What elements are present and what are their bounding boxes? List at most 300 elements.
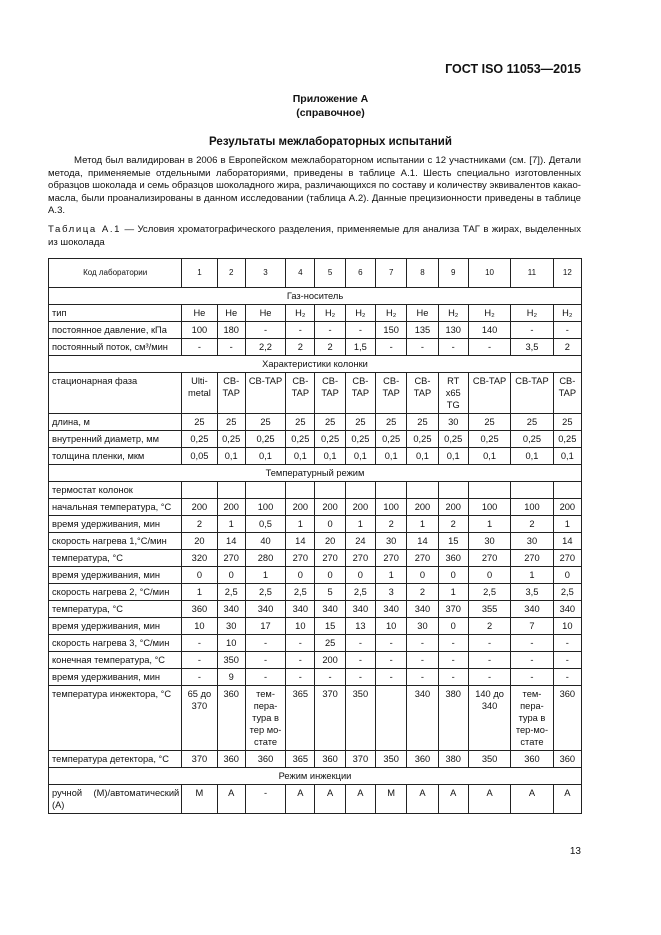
lab-code-cell: 9 <box>438 259 468 288</box>
value-cell: 270 <box>217 550 245 567</box>
value-cell <box>511 482 553 499</box>
annex-subtitle: (справочное) <box>296 107 365 119</box>
table-row <box>49 567 582 584</box>
value-cell: H₂ <box>438 305 468 322</box>
value-cell: 360 <box>245 751 285 768</box>
value-cell: - <box>438 635 468 652</box>
value-cell: 340 <box>407 601 438 618</box>
value-cell: 1 <box>511 567 553 584</box>
value-cell: 25 <box>315 635 345 652</box>
value-cell: 40 <box>245 533 285 550</box>
value-cell: 30 <box>217 618 245 635</box>
value-cell: 135 <box>407 322 438 339</box>
value-cell: 25 <box>217 414 245 431</box>
value-cell: 2,2 <box>245 339 285 356</box>
value-cell: - <box>407 339 438 356</box>
value-cell: M <box>182 785 217 814</box>
value-cell: 2 <box>376 516 407 533</box>
value-cell: - <box>182 635 217 652</box>
value-cell: 0,25 <box>511 431 553 448</box>
value-cell: 270 <box>315 550 345 567</box>
row-label-cell: ручной (М)/автоматический (А) <box>49 785 182 814</box>
value-cell: - <box>245 652 285 669</box>
table-row <box>49 499 582 516</box>
value-cell: 2,5 <box>468 584 510 601</box>
value-cell: - <box>286 322 315 339</box>
value-cell: - <box>511 652 553 669</box>
section-title-cell: Газ-носитель <box>49 288 582 305</box>
value-cell: 270 <box>407 550 438 567</box>
value-cell: 365 <box>286 751 315 768</box>
value-cell: 0,1 <box>345 448 375 465</box>
value-cell: H₂ <box>511 305 553 322</box>
value-cell: 0,25 <box>438 431 468 448</box>
value-cell: - <box>245 635 285 652</box>
value-cell: A <box>553 785 581 814</box>
value-cell: A <box>345 785 375 814</box>
value-cell: - <box>245 322 285 339</box>
row-label-cell: скорость нагрева 2, °С/мин <box>49 584 182 601</box>
value-cell: 1 <box>553 516 581 533</box>
value-cell: 200 <box>553 499 581 516</box>
value-cell: 360 <box>407 751 438 768</box>
lab-code-cell: 8 <box>407 259 438 288</box>
value-cell: 350 <box>468 751 510 768</box>
value-cell: CB-TAP <box>245 373 285 414</box>
value-cell: 10 <box>553 618 581 635</box>
value-cell: 350 <box>376 751 407 768</box>
value-cell: 2 <box>468 618 510 635</box>
value-cell: 200 <box>407 499 438 516</box>
value-cell: - <box>511 669 553 686</box>
value-cell: 2 <box>407 584 438 601</box>
row-label-cell: термостат колонок <box>49 482 182 499</box>
section-row <box>49 465 582 482</box>
header-label-cell: Код лаборатории <box>49 259 182 288</box>
value-cell: 100 <box>182 322 217 339</box>
value-cell: тем-пера-тура в тер-мо-стате <box>511 686 553 751</box>
value-cell: 7 <box>511 618 553 635</box>
value-cell: He <box>245 305 285 322</box>
lab-code-cell: 11 <box>511 259 553 288</box>
row-label-cell: длина, м <box>49 414 182 431</box>
value-cell: CB-TAP <box>217 373 245 414</box>
section-title-cell: Режим инжекции <box>49 768 582 785</box>
value-cell: CB-TAP <box>286 373 315 414</box>
value-cell: 25 <box>245 414 285 431</box>
value-cell: 30 <box>468 533 510 550</box>
value-cell: - <box>553 322 581 339</box>
value-cell: 0,25 <box>217 431 245 448</box>
value-cell: 0,05 <box>182 448 217 465</box>
value-cell: 2 <box>315 339 345 356</box>
value-cell: H₂ <box>468 305 510 322</box>
value-cell: - <box>286 652 315 669</box>
value-cell: 25 <box>286 414 315 431</box>
value-cell: - <box>438 339 468 356</box>
value-cell: - <box>438 652 468 669</box>
value-cell: - <box>315 669 345 686</box>
table-row <box>49 635 582 652</box>
row-label-cell: тип <box>49 305 182 322</box>
value-cell: 180 <box>217 322 245 339</box>
value-cell: 360 <box>315 751 345 768</box>
value-cell: 370 <box>182 751 217 768</box>
value-cell: 2,5 <box>217 584 245 601</box>
table-row <box>49 785 582 814</box>
value-cell: 30 <box>376 533 407 550</box>
value-cell: 30 <box>407 618 438 635</box>
intro-paragraph: Метод был валидирован в 2006 в Европейском межлабораторном испытании с 12 участниками (см. [7]). Детали метода, применяемые отдельными лабораториями, приведены в таблице А.1. Шесть специально изготовленных образцов шоколада и семь образцов шоколадного жира, различающихся по составу и количеству эквивалентов какао-масла, были проанализированы в данном исследовании (таблица А.2). Данные прецизионности приведены в таблице А.3. <box>48 155 581 216</box>
value-cell: CB-TAP <box>345 373 375 414</box>
value-cell: - <box>438 669 468 686</box>
value-cell: He <box>217 305 245 322</box>
value-cell: 0 <box>182 567 217 584</box>
table-row <box>49 431 582 448</box>
value-cell: 20 <box>182 533 217 550</box>
row-label-cell: время удерживания, мин <box>49 516 182 533</box>
row-label-cell: время удерживания, мин <box>49 567 182 584</box>
row-label-cell: температура инжектора, °С <box>49 686 182 751</box>
value-cell: 0,25 <box>345 431 375 448</box>
value-cell: - <box>407 652 438 669</box>
table-row <box>49 482 582 499</box>
value-cell: - <box>407 635 438 652</box>
value-cell: CB-TAP <box>468 373 510 414</box>
value-cell: CB-TAP <box>315 373 345 414</box>
lab-code-cell: 10 <box>468 259 510 288</box>
row-label-cell: постоянное давление, кПа <box>49 322 182 339</box>
value-cell: CB-TAP <box>407 373 438 414</box>
value-cell: 9 <box>217 669 245 686</box>
value-cell: H₂ <box>376 305 407 322</box>
table-row <box>49 669 582 686</box>
value-cell: 270 <box>376 550 407 567</box>
value-cell: 2,5 <box>345 584 375 601</box>
lab-code-cell: 7 <box>376 259 407 288</box>
value-cell: 0 <box>315 567 345 584</box>
value-cell: 1,5 <box>345 339 375 356</box>
value-cell: H₂ <box>315 305 345 322</box>
table-row <box>49 618 582 635</box>
value-cell: 0,1 <box>438 448 468 465</box>
value-cell: 0,25 <box>407 431 438 448</box>
value-cell: 0,1 <box>376 448 407 465</box>
value-cell <box>245 482 285 499</box>
value-cell: 340 <box>511 601 553 618</box>
value-cell: - <box>245 785 285 814</box>
value-cell: 25 <box>315 414 345 431</box>
value-cell: 370 <box>345 751 375 768</box>
value-cell: 350 <box>217 652 245 669</box>
value-cell: 0,1 <box>511 448 553 465</box>
value-cell: 15 <box>315 618 345 635</box>
value-cell: 14 <box>407 533 438 550</box>
value-cell: - <box>407 669 438 686</box>
value-cell: 140 <box>468 322 510 339</box>
value-cell: M <box>376 785 407 814</box>
value-cell: - <box>345 322 375 339</box>
row-label-cell: температура детектора, °С <box>49 751 182 768</box>
table-row <box>49 550 582 567</box>
value-cell: - <box>315 322 345 339</box>
value-cell: 360 <box>553 751 581 768</box>
table-row <box>49 339 582 356</box>
value-cell: 0 <box>407 567 438 584</box>
value-cell: - <box>468 669 510 686</box>
value-cell: 10 <box>286 618 315 635</box>
lab-code-cell: 1 <box>182 259 217 288</box>
row-label-cell: время удерживания, мин <box>49 669 182 686</box>
value-cell: 25 <box>182 414 217 431</box>
value-cell: 25 <box>376 414 407 431</box>
value-cell: 1 <box>245 567 285 584</box>
value-cell: 1 <box>376 567 407 584</box>
value-cell: H₂ <box>286 305 315 322</box>
table-row <box>49 601 582 618</box>
value-cell: 200 <box>438 499 468 516</box>
row-label-cell: начальная температура, °С <box>49 499 182 516</box>
value-cell: - <box>286 635 315 652</box>
value-cell: 2 <box>182 516 217 533</box>
lab-code-cell: 5 <box>315 259 345 288</box>
value-cell: 100 <box>511 499 553 516</box>
value-cell: - <box>511 635 553 652</box>
value-cell: 25 <box>468 414 510 431</box>
value-cell: 1 <box>468 516 510 533</box>
value-cell: 1 <box>182 584 217 601</box>
value-cell: 270 <box>345 550 375 567</box>
value-cell: 380 <box>438 751 468 768</box>
value-cell <box>376 686 407 751</box>
value-cell: 0 <box>468 567 510 584</box>
value-cell: 25 <box>407 414 438 431</box>
value-cell: - <box>182 339 217 356</box>
value-cell: 5 <box>315 584 345 601</box>
value-cell: - <box>468 635 510 652</box>
value-cell: - <box>245 669 285 686</box>
row-label-cell: внутренний диаметр, мм <box>49 431 182 448</box>
value-cell: - <box>376 652 407 669</box>
value-cell: 25 <box>511 414 553 431</box>
value-cell: - <box>217 339 245 356</box>
value-cell: 280 <box>245 550 285 567</box>
lab-code-cell: 6 <box>345 259 375 288</box>
value-cell: 0,1 <box>315 448 345 465</box>
value-cell: 20 <box>315 533 345 550</box>
value-cell: 0,25 <box>245 431 285 448</box>
value-cell: - <box>376 669 407 686</box>
page-number: 13 <box>569 846 581 857</box>
value-cell: CB-TAP <box>511 373 553 414</box>
value-cell: - <box>468 339 510 356</box>
value-cell <box>376 482 407 499</box>
value-cell: 0 <box>438 618 468 635</box>
value-cell <box>286 482 315 499</box>
value-cell <box>553 482 581 499</box>
value-cell <box>407 482 438 499</box>
table-row <box>49 652 582 669</box>
value-cell: 200 <box>182 499 217 516</box>
value-cell: 0 <box>553 567 581 584</box>
row-label-cell: конечная температура, °С <box>49 652 182 669</box>
document-id: ГОСТ ISO 11053—2015 <box>445 62 581 76</box>
value-cell: - <box>286 669 315 686</box>
value-cell: 0,1 <box>553 448 581 465</box>
value-cell: CB-TAP <box>553 373 581 414</box>
value-cell: 0,1 <box>407 448 438 465</box>
value-cell: - <box>553 652 581 669</box>
value-cell: 0,25 <box>315 431 345 448</box>
value-cell: A <box>315 785 345 814</box>
value-cell: 0,1 <box>217 448 245 465</box>
value-cell: 340 <box>407 686 438 751</box>
value-cell: 150 <box>376 322 407 339</box>
value-cell: H₂ <box>345 305 375 322</box>
value-cell: 340 <box>315 601 345 618</box>
row-label-cell: стационарная фаза <box>49 373 182 414</box>
value-cell: A <box>407 785 438 814</box>
value-cell: 370 <box>438 601 468 618</box>
value-cell: 340 <box>245 601 285 618</box>
value-cell: - <box>182 652 217 669</box>
value-cell: H₂ <box>553 305 581 322</box>
annex-heading <box>0 92 661 120</box>
annex-title: Приложение А <box>292 93 369 105</box>
value-cell: 360 <box>182 601 217 618</box>
value-cell: - <box>376 635 407 652</box>
value-cell: 0,25 <box>376 431 407 448</box>
value-cell: 270 <box>286 550 315 567</box>
value-cell: 0,25 <box>286 431 315 448</box>
value-cell: 10 <box>182 618 217 635</box>
value-cell: Ulti-metal <box>182 373 217 414</box>
table-caption-text: — Условия хроматографического разделения, применяемые для анализа ТАГ в жирах, выделенных из шоколада <box>48 224 581 248</box>
value-cell: 1 <box>217 516 245 533</box>
value-cell: 0,5 <box>245 516 285 533</box>
table-row <box>49 448 582 465</box>
value-cell <box>182 482 217 499</box>
value-cell: - <box>511 322 553 339</box>
section-row <box>49 356 582 373</box>
section-title-cell: Характеристики колонки <box>49 356 582 373</box>
table-row <box>49 584 582 601</box>
value-cell: 140 до 340 <box>468 686 510 751</box>
value-cell: 0 <box>315 516 345 533</box>
table-row <box>49 414 582 431</box>
value-cell: - <box>345 635 375 652</box>
value-cell: 270 <box>511 550 553 567</box>
value-cell: 2,5 <box>553 584 581 601</box>
value-cell: 360 <box>438 550 468 567</box>
value-cell: 25 <box>345 414 375 431</box>
value-cell: 30 <box>511 533 553 550</box>
value-cell: 0,1 <box>245 448 285 465</box>
value-cell: 100 <box>376 499 407 516</box>
value-cell: 13 <box>345 618 375 635</box>
value-cell: CB-TAP <box>376 373 407 414</box>
value-cell: He <box>182 305 217 322</box>
row-label-cell: постоянный поток, см³/мин <box>49 339 182 356</box>
value-cell: 2 <box>511 516 553 533</box>
table-row <box>49 533 582 550</box>
value-cell: 380 <box>438 686 468 751</box>
value-cell: 100 <box>245 499 285 516</box>
lab-code-cell: 3 <box>245 259 285 288</box>
value-cell: 0,25 <box>468 431 510 448</box>
table-caption-prefix: Таблица А.1 <box>48 224 122 235</box>
value-cell: 1 <box>407 516 438 533</box>
value-cell: 370 <box>315 686 345 751</box>
value-cell: 360 <box>511 751 553 768</box>
value-cell: 2,5 <box>286 584 315 601</box>
table-row <box>49 516 582 533</box>
row-label-cell: время удерживания, мин <box>49 618 182 635</box>
value-cell: 14 <box>553 533 581 550</box>
value-cell: 3,5 <box>511 584 553 601</box>
value-cell: 365 <box>286 686 315 751</box>
value-cell: 340 <box>376 601 407 618</box>
value-cell: 10 <box>217 635 245 652</box>
section-title-cell: Температурный режим <box>49 465 582 482</box>
value-cell: 0,1 <box>468 448 510 465</box>
value-cell: 0 <box>217 567 245 584</box>
value-cell <box>315 482 345 499</box>
table-caption <box>48 224 581 249</box>
value-cell: - <box>345 652 375 669</box>
value-cell: 1 <box>438 584 468 601</box>
value-cell <box>468 482 510 499</box>
value-cell: 360 <box>217 751 245 768</box>
value-cell: 270 <box>468 550 510 567</box>
value-cell: A <box>286 785 315 814</box>
table-row <box>49 305 582 322</box>
value-cell: 200 <box>315 499 345 516</box>
value-cell: - <box>468 652 510 669</box>
value-cell: 2 <box>438 516 468 533</box>
section-row <box>49 288 582 305</box>
value-cell: 270 <box>553 550 581 567</box>
conditions-table <box>48 258 582 814</box>
value-cell: 25 <box>553 414 581 431</box>
section-row <box>49 768 582 785</box>
value-cell: 2 <box>553 339 581 356</box>
value-cell: - <box>553 669 581 686</box>
lab-code-cell: 4 <box>286 259 315 288</box>
section-title: Результаты межлабораторных испытаний <box>209 136 452 148</box>
value-cell: 340 <box>553 601 581 618</box>
value-cell: 14 <box>217 533 245 550</box>
value-cell: 0,1 <box>286 448 315 465</box>
value-cell: 320 <box>182 550 217 567</box>
row-label-cell: скорость нагрева 3, °С/мин <box>49 635 182 652</box>
value-cell: 65 до 370 <box>182 686 217 751</box>
value-cell: 24 <box>345 533 375 550</box>
value-cell: 0 <box>345 567 375 584</box>
value-cell: 0 <box>286 567 315 584</box>
value-cell: 10 <box>376 618 407 635</box>
value-cell: 1 <box>286 516 315 533</box>
value-cell: 17 <box>245 618 285 635</box>
table-row <box>49 322 582 339</box>
row-label-cell: температура, °С <box>49 550 182 567</box>
value-cell: 340 <box>286 601 315 618</box>
value-cell: 30 <box>438 414 468 431</box>
value-cell: A <box>217 785 245 814</box>
lab-code-cell: 2 <box>217 259 245 288</box>
value-cell <box>345 482 375 499</box>
value-cell: 0 <box>438 567 468 584</box>
